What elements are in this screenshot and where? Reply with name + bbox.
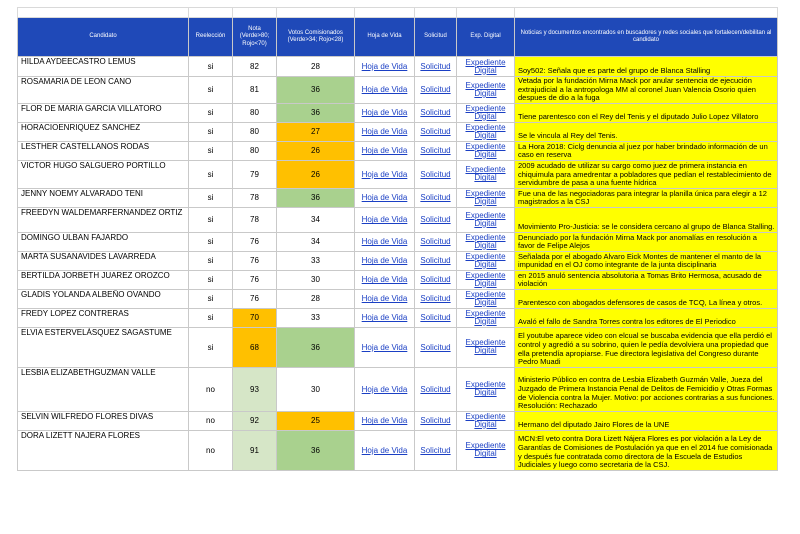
header-row (18, 18, 778, 57)
solicitud-link[interactable]: Solicitud (420, 384, 451, 394)
expediente-digital-link[interactable]: Expediente Digital (465, 411, 506, 429)
solicitud-link-cell (415, 308, 457, 327)
votos-cell: 30 (277, 270, 355, 289)
expediente-digital-link-cell (457, 367, 515, 411)
table-row (18, 367, 778, 411)
hoja-de-vida-link[interactable]: Hoja de Vida (361, 275, 408, 285)
solicitud-link[interactable]: Solicitud (420, 275, 451, 285)
hoja-de-vida-link-cell (355, 57, 415, 77)
nota-cell: 78 (233, 188, 277, 207)
news-cell: Tiene parentesco con el Rey del Tenis y el diputado Julio Lopez Villatoro (515, 103, 778, 122)
candidate-name: DORA LIZETT NAJERA FLORES (18, 430, 189, 470)
solicitud-link[interactable]: Solicitud (420, 294, 451, 304)
solicitud-link[interactable]: Solicitud (420, 193, 451, 203)
candidate-name: MARTA SUSANAVIDES LAVARREDA (18, 251, 189, 270)
reeleccion-cell: no (189, 430, 233, 470)
expediente-digital-link[interactable]: Expediente Digital (465, 338, 506, 356)
table-row (18, 122, 778, 141)
candidates-table (17, 7, 778, 471)
table-row (18, 327, 778, 367)
solicitud-link[interactable]: Solicitud (420, 416, 451, 426)
candidate-name: FREDY LOPEZ CONTRERAS (18, 308, 189, 327)
hoja-de-vida-link[interactable]: Hoja de Vida (361, 445, 408, 455)
candidate-name: LESTHER CASTELLANOS RODAS (18, 141, 189, 160)
table-row (18, 160, 778, 188)
hoja-de-vida-link[interactable]: Hoja de Vida (361, 62, 408, 71)
hoja-de-vida-link[interactable]: Hoja de Vida (361, 215, 408, 225)
nota-cell: 79 (233, 160, 277, 188)
reeleccion-cell: si (189, 141, 233, 160)
news-cell: Movimiento Pro-Justicia: se le considera cercano al grupo de Blanca Stalling. (515, 207, 778, 232)
news-cell: MCN:El veto contra Dora Lizett Nájera Flores es por violación a la Ley de Garantías de Comisiones de Postulación ya que en el 2014 fue comisionada y después fue contratada como directora de la Escuela de Estudios Judiciales y luego como secretaria de la CSJ. (515, 430, 778, 470)
hoja-de-vida-link-cell (355, 103, 415, 122)
nota-cell: 78 (233, 207, 277, 232)
solicitud-link[interactable]: Solicitud (420, 342, 451, 352)
news-cell: 2009 acudado de utilizar su cargo como juez de primera instancia en chiquimula para amedrentar a pobladores que pedían el restablecimiento de servidumbre de pasa a una fuente hídrica (515, 160, 778, 188)
solicitud-link[interactable]: Solicitud (420, 85, 451, 95)
news-cell: Ministerio Público en contra de Lesbia Elizabeth Guzmán Valle, Jueza del Juzgado de Primera Instancia Penal de Delitos de Femicidio y Otras Formas de Violencia contra la Mujer. Motivo: por acciones contrarias a sus funciones. Resolución: Rechazado (515, 367, 778, 411)
solicitud-link-cell (415, 289, 457, 308)
reeleccion-cell: si (189, 103, 233, 122)
news-cell: El youtube aparece video con elcual se buscaba evidencia que ella perdió el control y agredió a su sobrino, quien le pedía devolviera una propiedad que ella pretendía apropiarse. Fue directora legislativa del Congreso durante Pedro Muadi (515, 327, 778, 367)
reeleccion-cell: si (189, 289, 233, 308)
news-cell: La Hora 2018: Ciclg denuncia al juez por haber brindado información de un caso en reserva (515, 141, 778, 160)
candidate-name: HORACIOENRIQUEZ SANCHEZ (18, 122, 189, 141)
solicitud-link-cell (415, 57, 457, 77)
expediente-digital-link-cell (457, 188, 515, 207)
solicitud-link-cell (415, 367, 457, 411)
votos-cell: 36 (277, 77, 355, 104)
candidate-name: ROSAMARIA DE LEON CANO (18, 77, 189, 104)
expediente-digital-link[interactable]: Expediente Digital (465, 122, 506, 140)
hoja-de-vida-link-cell (355, 327, 415, 367)
hoja-de-vida-link[interactable]: Hoja de Vida (361, 416, 408, 426)
expediente-digital-link[interactable]: Expediente Digital (465, 57, 506, 75)
expediente-digital-link[interactable]: Expediente Digital (465, 289, 506, 307)
expediente-digital-link-cell (457, 207, 515, 232)
expediente-digital-link-cell (457, 160, 515, 188)
news-cell: Soy502: Señala que es parte del grupo de Blanca Stalling (515, 57, 778, 77)
table-row (18, 103, 778, 122)
votos-cell: 28 (277, 57, 355, 77)
votos-cell: 36 (277, 327, 355, 367)
solicitud-link-cell (415, 207, 457, 232)
votos-cell: 28 (277, 289, 355, 308)
expediente-digital-link-cell (457, 103, 515, 122)
hoja-de-vida-link-cell (355, 251, 415, 270)
candidate-name: VICTOR HUGO SALGUERO PORTILLO (18, 160, 189, 188)
hoja-de-vida-link[interactable]: Hoja de Vida (361, 237, 408, 247)
expediente-digital-link[interactable]: Expediente Digital (465, 380, 506, 398)
solicitud-link-cell (415, 77, 457, 104)
table-row (18, 411, 778, 430)
votos-cell: 36 (277, 103, 355, 122)
news-cell: Vetada por la fundación Mirna Mack por anular sentencia de ejecución extrajudicial a la antropologa MM al coronel Juan Valencia Osorio quien despues de dio a la fuga (515, 77, 778, 104)
reeleccion-cell: si (189, 122, 233, 141)
expediente-digital-link[interactable]: Expediente Digital (465, 165, 506, 183)
hoja-de-vida-link-cell (355, 411, 415, 430)
votos-cell: 25 (277, 411, 355, 430)
reeleccion-cell: si (189, 57, 233, 77)
table-row (18, 289, 778, 308)
votos-cell: 26 (277, 141, 355, 160)
candidate-name: SELVIN WILFREDO FLORES DIVAS (18, 411, 189, 430)
reeleccion-cell: no (189, 411, 233, 430)
solicitud-link-cell (415, 251, 457, 270)
news-cell: en 2015 anuló sentencia absolutoria a Tomas Brito Hermosa, acusado de violación (515, 270, 778, 289)
solicitud-link-cell (415, 160, 457, 188)
solicitud-link[interactable]: Solicitud (420, 445, 451, 455)
expediente-digital-link-cell (457, 308, 515, 327)
candidate-name: FREEDYN WALDEMARFERNANDEZ ORTIZ (18, 207, 189, 232)
hoja-de-vida-link[interactable]: Hoja de Vida (361, 342, 408, 352)
news-cell: Señalada por el abogado Alvaro Eick Montes de mantener el manto de la impunidad en el OJ como integrante de la junta disciplinaria (515, 251, 778, 270)
header-exp-digital: Exp. Digital (457, 18, 515, 57)
solicitud-link-cell (415, 122, 457, 141)
candidate-name: DOMINGO ULBAN FAJARDO (18, 232, 189, 251)
nota-cell: 81 (233, 77, 277, 104)
reeleccion-cell: si (189, 160, 233, 188)
hoja-de-vida-link[interactable]: Hoja de Vida (361, 294, 408, 304)
table-row (18, 251, 778, 270)
solicitud-link[interactable]: Solicitud (420, 313, 451, 323)
votos-cell: 27 (277, 122, 355, 141)
solicitud-link-cell (415, 430, 457, 470)
solicitud-link-cell (415, 232, 457, 251)
hoja-de-vida-link[interactable]: Hoja de Vida (361, 313, 408, 323)
solicitud-link[interactable]: Solicitud (420, 146, 451, 156)
news-cell: Avaló el fallo de Sandra Torres contra los editores de El Periodico (515, 308, 778, 327)
reeleccion-cell: si (189, 327, 233, 367)
candidate-name: FLOR DE MARIA GARCIA VILLATORO (18, 103, 189, 122)
nota-cell: 68 (233, 327, 277, 367)
hoja-de-vida-link-cell (355, 367, 415, 411)
news-cell: Denunciado por la fundación Mirna Mack por anomalías en resolución a favor de Felipe Alejos (515, 232, 778, 251)
hoja-de-vida-link-cell (355, 141, 415, 160)
nota-cell: 76 (233, 251, 277, 270)
votos-cell: 34 (277, 207, 355, 232)
expediente-digital-link-cell (457, 232, 515, 251)
hoja-de-vida-link-cell (355, 270, 415, 289)
hoja-de-vida-link[interactable]: Hoja de Vida (361, 127, 408, 137)
solicitud-link-cell (415, 103, 457, 122)
hoja-de-vida-link-cell (355, 308, 415, 327)
votos-cell: 33 (277, 251, 355, 270)
nota-cell: 92 (233, 411, 277, 430)
table-row (18, 430, 778, 470)
reeleccion-cell: si (189, 188, 233, 207)
hoja-de-vida-link-cell (355, 188, 415, 207)
hoja-de-vida-link[interactable]: Hoja de Vida (361, 85, 408, 95)
news-cell: Se le vincula al Rey del Tenis. (515, 122, 778, 141)
expediente-digital-link-cell (457, 411, 515, 430)
expediente-digital-link[interactable]: Expediente Digital (465, 80, 506, 98)
table-row (18, 141, 778, 160)
solicitud-link-cell (415, 411, 457, 430)
hoja-de-vida-link-cell (355, 160, 415, 188)
nota-cell: 76 (233, 289, 277, 308)
header-solicitud: Solicitud (415, 18, 457, 57)
expediente-digital-link-cell (457, 430, 515, 470)
hoja-de-vida-link[interactable]: Hoja de Vida (361, 256, 408, 266)
hoja-de-vida-link[interactable]: Hoja de Vida (361, 146, 408, 156)
nota-cell: 76 (233, 232, 277, 251)
hoja-de-vida-link-cell (355, 232, 415, 251)
expediente-digital-link-cell (457, 289, 515, 308)
nota-cell: 91 (233, 430, 277, 470)
votos-cell: 34 (277, 232, 355, 251)
hoja-de-vida-link-cell (355, 207, 415, 232)
reeleccion-cell: si (189, 251, 233, 270)
table-row (18, 188, 778, 207)
table-row (18, 232, 778, 251)
solicitud-link-cell (415, 270, 457, 289)
solicitud-link-cell (415, 327, 457, 367)
candidate-name: ELVIA ESTERVELÁSQUEZ SAGASTUME (18, 327, 189, 367)
nota-cell: 80 (233, 141, 277, 160)
expediente-digital-link-cell (457, 122, 515, 141)
spreadsheet (17, 7, 778, 471)
votos-cell: 33 (277, 308, 355, 327)
expediente-digital-link[interactable]: Expediente Digital (465, 232, 506, 250)
reeleccion-cell: si (189, 270, 233, 289)
hoja-de-vida-link[interactable]: Hoja de Vida (361, 169, 408, 179)
expediente-digital-link[interactable]: Expediente Digital (465, 188, 506, 206)
hoja-de-vida-link-cell (355, 430, 415, 470)
solicitud-link[interactable]: Solicitud (420, 169, 451, 179)
hoja-de-vida-link-cell (355, 122, 415, 141)
reeleccion-cell: si (189, 232, 233, 251)
nota-cell: 70 (233, 308, 277, 327)
header-candidato: Candidato (18, 18, 189, 57)
table-row (18, 308, 778, 327)
solicitud-link-cell (415, 188, 457, 207)
solicitud-link[interactable]: Solicitud (420, 127, 451, 137)
expediente-digital-link[interactable]: Expediente Digital (465, 210, 506, 228)
header-votos: Votos Comisionados (Verde>34; Rojo<28) (277, 18, 355, 57)
solicitud-link[interactable]: Solicitud (420, 62, 451, 71)
header-nota: Nota (Verde>80; Rojo<70) (233, 18, 277, 57)
candidate-name: BERTILDA JORBETH JUAREZ OROZCO (18, 270, 189, 289)
hoja-de-vida-link-cell (355, 289, 415, 308)
nota-cell: 93 (233, 367, 277, 411)
candidate-name: LESBIA ELIZABETHGUZMAN VALLE (18, 367, 189, 411)
votos-cell: 36 (277, 188, 355, 207)
header-noticias: Noticias y documentos encontrados en buscadores y redes sociales que fortalecen/debilitan al candidato (515, 18, 778, 57)
votos-cell: 26 (277, 160, 355, 188)
candidate-name: JENNY NOEMY ALVARADO TENI (18, 188, 189, 207)
hoja-de-vida-link[interactable]: Hoja de Vida (361, 193, 408, 203)
news-cell: Fue una de las negociadoras para integrar la planilla única para elegir a 12 magistrados a la CSJ (515, 188, 778, 207)
expediente-digital-link[interactable]: Expediente Digital (465, 251, 506, 269)
table-row (18, 57, 778, 77)
reeleccion-cell: no (189, 367, 233, 411)
header-reeleccion: Reelección (189, 18, 233, 57)
votos-cell: 30 (277, 367, 355, 411)
reeleccion-cell: si (189, 207, 233, 232)
hoja-de-vida-link[interactable]: Hoja de Vida (361, 108, 408, 118)
solicitud-link[interactable]: Solicitud (420, 256, 451, 266)
table-row (18, 77, 778, 104)
solicitud-link[interactable]: Solicitud (420, 215, 451, 225)
solicitud-link[interactable]: Solicitud (420, 237, 451, 247)
table-row (18, 207, 778, 232)
table-row (18, 270, 778, 289)
expediente-digital-link[interactable]: Expediente Digital (465, 308, 506, 326)
expediente-digital-link[interactable]: Expediente Digital (465, 103, 506, 121)
votos-cell: 36 (277, 430, 355, 470)
expediente-digital-link-cell (457, 141, 515, 160)
table-body (18, 57, 778, 471)
expediente-digital-link[interactable]: Expediente Digital (465, 441, 506, 459)
expediente-digital-link[interactable]: Expediente Digital (465, 141, 506, 159)
expediente-digital-link-cell (457, 57, 515, 77)
solicitud-link-cell (415, 141, 457, 160)
expediente-digital-link-cell (457, 327, 515, 367)
nota-cell: 76 (233, 270, 277, 289)
nota-cell: 80 (233, 103, 277, 122)
hoja-de-vida-link-cell (355, 77, 415, 104)
expediente-digital-link-cell (457, 251, 515, 270)
news-cell: Parentesco con abogados defensores de casos de TCQ, La línea y otros. (515, 289, 778, 308)
nota-cell: 80 (233, 122, 277, 141)
expediente-digital-link[interactable]: Expediente Digital (465, 270, 506, 288)
candidate-name: GLADIS YOLANDA ALBEÑO OVANDO (18, 289, 189, 308)
expediente-digital-link-cell (457, 270, 515, 289)
solicitud-link[interactable]: Solicitud (420, 108, 451, 118)
candidate-name: HILDA AYDEECASTRO LEMUS (18, 57, 189, 77)
hoja-de-vida-link[interactable]: Hoja de Vida (361, 384, 408, 394)
reeleccion-cell: si (189, 308, 233, 327)
spacer-row (18, 8, 778, 18)
nota-cell: 82 (233, 57, 277, 77)
news-cell: Hermano del diputado Jairo Flores de la UNE (515, 411, 778, 430)
reeleccion-cell: si (189, 77, 233, 104)
expediente-digital-link-cell (457, 77, 515, 104)
header-hoja-de-vida: Hoja de Vida (355, 18, 415, 57)
